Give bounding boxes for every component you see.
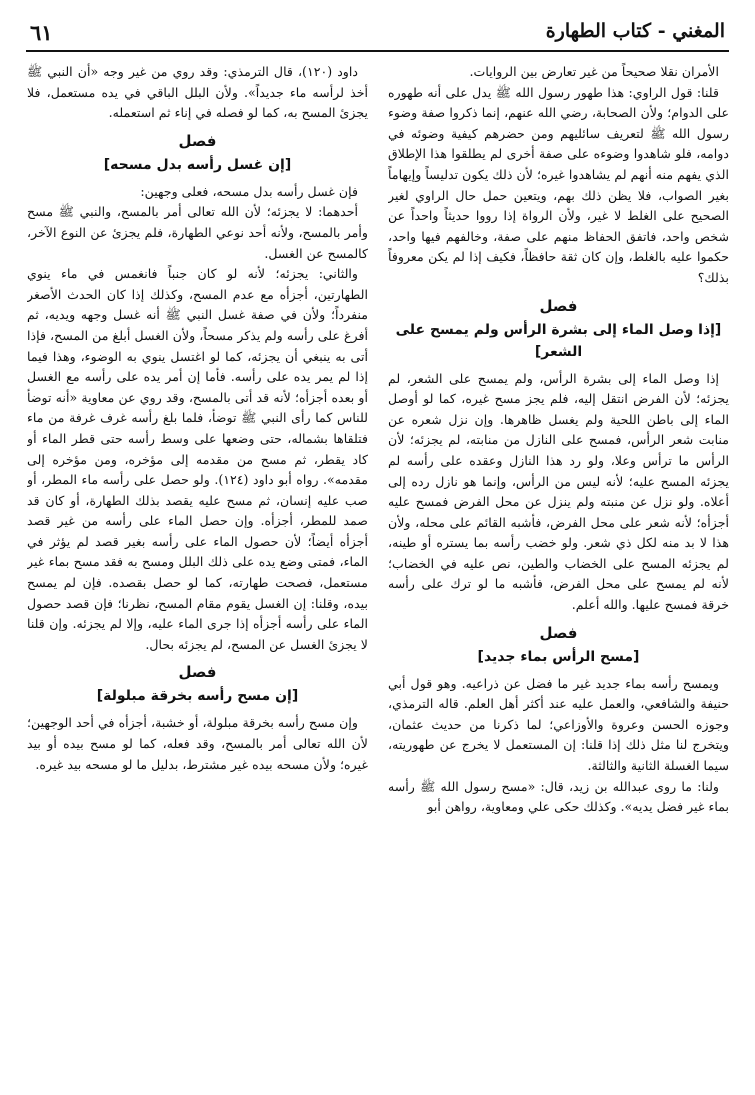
- running-title: المغني - كتاب الطهارة: [545, 20, 725, 42]
- paragraph: وإن مسح رأسه بخرقة مبلولة، أو خشبة، أجزأه في أحد الوجهين؛ لأن الله تعالى أمر بالمسح، وقد فعله، كما لو مسح بيده أو بيد غيره؛ ولأن مسحه بيده غير مشترط، بدليل ما لو مسحه بيد غيره.: [27, 715, 368, 772]
- paragraph: ويمسح رأسه بماء جديد غير ما فضل عن ذراعيه. وهو قول أبي حنيفة والشافعي، والعمل عليه عند أكثر أهل العلم. قاله الترمذي، وجوزه الحسن وعروة والأوزاعي؛ لما ذكرنا من حديث عثمان، ويتخرج لنا مثل ذلك إذا قلنا: إن المستعمل لا يخرج عن طهوريته، سيما الغسلة الثانية والثالثة.: [388, 675, 729, 774]
- text-columns: [26, 62, 729, 1082]
- paragraph: داود (١٢٠)، قال الترمذي: وقد روي من غير وجه «أن النبي ﷺ أخذ لرأسه ماء جديداً». ولأن البلل الباقي في يده مستعمل، فلا يجزئ المسح به، كما لو فصله في إناء ثم استعمله.: [27, 64, 368, 121]
- paragraph: والثاني: يجزئه؛ لأنه لو كان جنباً فانغمس في ماء ينوي الطهارتين، أجزأه مع عدم المسح، وكذلك إذا كان الحدث الأصغر منفرداً؛ ولأن في صفة غسل النبي ﷺ أنه غسل وجهه ويديه، ثم أفرغ على رأسه ولم يذكر مسحاً، ولأن الغسل أبلغ من المسح، فإذا أتى به ينبغي أن يجزئه، كما لو اغتسل ينوي به الوضوء، وهذا فيما إذا لم يمر يده على رأسه. فأما إن أمر يده على رأسه مع الغسل أو بعده أجزأه؛ لأنه قد أتى بالمسح، وقد روي عن معاوية «أنه توضأ للناس كما رأى النبي ﷺ توضأ، فلما بلغ رأسه غرف غرفة من ماء فتلقاها بشماله، حتى وضعها على وسط رأسه حتى قطر الماء أو كاد يقطر، ثم مسح من مقدمه إلى مؤخره، ومن مؤخره إلى مقدمه». رواه أبو داود (١٢٤). ولو حصل على رأسه ماء المطر، أو صب عليه إنسان، ثم مسح عليه يقصد بذلك الطهارة، أو كان قد صمد للمطر، أجزأه. وإن حصل الماء على رأسه من غير قصد أجزأه أيضاً؛ لأن حصول الماء على رأسه بغير قصد لم يؤثر في الماء، فمتى وضع يده على ذلك البلل ومسح به فقد مسح بماء غير مستعمل، فصحت طهارته، كما لو حصل بقصده. فإن لم يمسح بيده، وقلنا: إن الغسل يقوم مقام المسح، نظرنا؛ فإن قصد حصول الماء على رأسه أجزأه إذا جرى الماء عليه، وإلا لم يجزئه. وإن قلنا لا يجزئ الغسل عن المسح، لم يجزئه بحال.: [27, 266, 368, 652]
- section-label: فصل: [539, 623, 578, 642]
- page-number: ٦١: [30, 20, 53, 45]
- paragraph: ولنا: ما روى عبدالله بن زيد، قال: «مسح رسول الله ﷺ رأسه بماء غير فضل يديه». وكذلك حكى علي ومعاوية، رواهن أبو: [388, 778, 729, 815]
- section-label: فصل: [178, 663, 217, 682]
- paragraph: فإن غسل رأسه بدل مسحه، فعلى وجهين:: [140, 183, 358, 199]
- paragraph: إذا وصل الماء إلى بشرة الرأس، ولم يمسح على الشعر، لم يجزئه؛ لأن الفرض انتقل إليه، فلم يجز مسح غيره، كما لو أوصل الماء إلى باطن اللحية ولم يغسل ظاهرها. وإن نزل شعره عن منابت شعر الرأس، فمسح على النازل من منابته، لم يجزئه؛ لأن الرأس ما ترأس وعلا، ولو رد هذا النازل وعقده على رأسه لم يجزئه المسح عليه؛ لأنه ليس من الرأس، وإنما هو نازل رده إلى أعلاه. ولو نزل عن منبته ولم ينزل عن محل الفرض فمسح عليه أجزأه؛ لأنه شعر على محل الفرض، فأشبه القائم على محله، ولأن هذا لا بد منه لكل ذي شعر. ولو خضب رأسه بما يستره أو طينه، لم يجزئه المسح على الخضاب والطين، نص عليه في الخضاب؛ لأنه لم يمسح على محل الفرض، فأشبه ما لو ترك على رأسه خرقة فمسح عليها. والله أعلم.: [388, 370, 729, 613]
- paragraph: قلنا: قول الراوي: هذا طهور رسول الله ﷺ يدل على أنه طهوره على الدوام؛ ولأن الصحابة، رضي الله عنهم، إنما ذكروا صفة وضوء رسول الله ﷺ لتعريف سائليهم ومن حضرهم كيفية وضوئه في دوامه، فلو شاهدوا وضوءه على صفة أخرى لم يطلقوا هذا الإطلاق الذي يفهم منه أنهم لم يشاهدوا غيره؛ لأن ذلك يكون تدليساً وإيهاماً بغير الصواب، فلا يظن ذلك بهم، ويتعين حمل حال الراوي لغير الصحيح على الغلط لا غير، ولأن الرواة إذا رووا حديثاً واحداً عن شخص واحد، فاتفق الحفاظ منهم على صفة، وخالفهم فيها واحد، حكموا عليه بالغلط، وإن كان ثقة حافظاً، فكيف إذا لم يكن معروفاً بذلك؟: [388, 84, 729, 285]
- section-heading: [إن مسح رأسه بخرقة مبلولة]: [96, 688, 299, 705]
- section-label: فصل: [539, 296, 578, 315]
- section-label: فصل: [178, 131, 217, 150]
- running-header: [26, 18, 729, 52]
- paragraph: أحدهما: لا يجزئه؛ لأن الله تعالى أمر بالمسح، والنبي ﷺ مسح وأمر بالمسح، ولأنه أحد نوعي الطهارة، فلم يجزئ عن النوع الآخر، كالمسح عن الغسل.: [27, 204, 368, 261]
- paragraph: الأمران نقلا صحيحاً من غير تعارض بين الروايات.: [469, 64, 719, 79]
- section-heading: [إذا وصل الماء إلى بشرة الرأس ولم يمسح على الشعر]: [395, 321, 722, 360]
- section-heading: [مسح الرأس بماء جديد]: [477, 648, 640, 665]
- section-heading: [إن غسل رأسه بدل مسحه]: [103, 156, 292, 173]
- right-column: [388, 62, 729, 1082]
- left-column: [27, 62, 368, 1082]
